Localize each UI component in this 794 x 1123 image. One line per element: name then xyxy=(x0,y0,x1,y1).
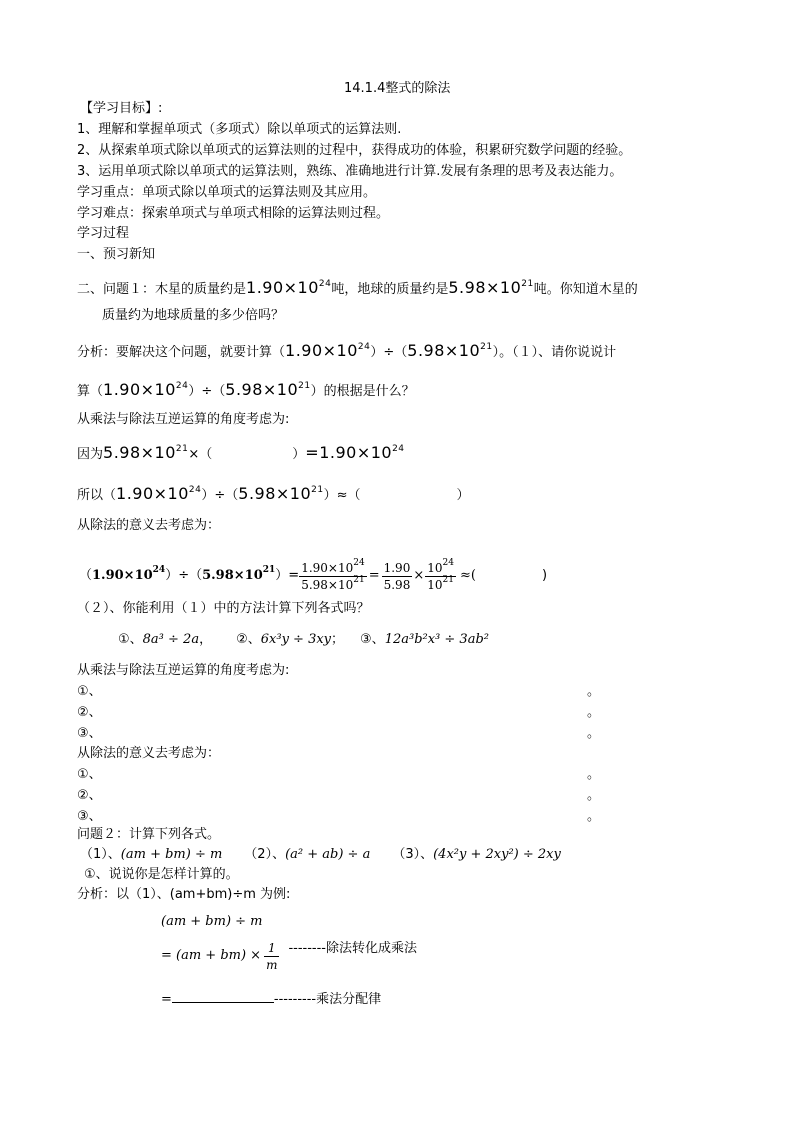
problem-2-analysis: 分析：以（1）、(am+bm)÷m 为例: xyxy=(77,887,291,902)
earth-mass: $5.98\times 10^{21}$ xyxy=(448,278,534,297)
answer-line: ②、 xyxy=(77,705,102,720)
earth-mass: $5.98\times 10^{21}$ xyxy=(225,380,311,399)
q1-text: 吨。你知道木星的 xyxy=(533,282,638,297)
step-2: = (am + bm) × $\frac{1}{m}$ --------除法转化成乘法 xyxy=(161,940,417,972)
answer-period: 。 xyxy=(587,767,601,782)
answer-line: ①、 xyxy=(77,684,102,699)
key-point: 学习重点：单项式除以单项式的运算法则及其应用。 xyxy=(77,185,377,200)
so-line: 所以$(1.90\times 10^{24})\div(5.98\times 10^{21})\approx$（ ） xyxy=(77,484,470,503)
fraction: $\frac{1.90\times 10^{24}}{5.98\times 10^{21}}$ xyxy=(301,558,365,592)
process-heading: 学习过程 xyxy=(77,226,130,241)
answer-period: 。 xyxy=(587,705,601,720)
q1-text: 吨，地球的质量约是 xyxy=(331,282,449,297)
difficulty: 学习难点：探索单项式与单项式相除的运算法则过程。 xyxy=(77,206,390,221)
jupiter-mass: $1.90\times 10^{24}$ xyxy=(246,278,332,297)
answer-period: 。 xyxy=(587,788,601,803)
objective-item: 3、运用单项式除以单项式的运算法则，熟练、准确地进行计算.发展有条理的思考及表达能力。 xyxy=(77,164,623,179)
fraction-equation: （ $1.90\times 10^{24}$ ）÷（ $5.98\times 10^{21}$ ）= $\frac{1.90\times 10^{24}}{5.98\times 10^{21}}$ = $\frac{1.90}{5.98}$ × $\frac{10^{24}}{10^{21}}$ ≈( ) xyxy=(79,558,548,592)
objective-item: 1、理解和掌握单项式（多项式）除以单项式的运算法则. xyxy=(77,122,402,137)
objective-item: 2、从探索单项式除以单项式的运算法则的过程中，获得成功的体验，积累研究数学问题的经验。 xyxy=(77,143,632,158)
fraction: $\frac{10^{24}}{10^{21}}$ xyxy=(427,558,454,592)
answer-line: ③、 xyxy=(77,726,102,741)
answer-period: 。 xyxy=(587,726,601,741)
fraction: $\frac{1.90}{5.98}$ xyxy=(383,561,411,592)
expressions-line: ①、8a³ ÷ 2a， ②、6x³y ÷ 3xy； ③、12a³b²x³ ÷ 3ab² xyxy=(118,632,489,647)
earth-mass: $5.98\times 10^{21}$ xyxy=(103,443,189,462)
objectives-heading: 【学习目标】: xyxy=(80,101,163,116)
problem-2-expressions: （1）、(am + bm) ÷ m （2）、(a² + ab) ÷ a （3）、(4x²y + 2xy²) ÷ 2xy xyxy=(80,847,561,862)
because-line: 因为$5.98\times 10^{21}\times$（ ）$=1.90\times 10^{24}$ xyxy=(77,443,405,462)
question-1-line-2: 质量约为地球质量的多少倍吗？ xyxy=(102,308,285,323)
answer-line: ①、 xyxy=(77,767,102,782)
q1-text: 二、问题１：木星的质量约是 xyxy=(77,282,247,297)
answer-line: ②、 xyxy=(77,788,102,803)
earth-mass: $5.98\times 10^{21}$ xyxy=(407,341,493,360)
answer-blank xyxy=(172,990,274,1003)
answer-line: ③、 xyxy=(77,809,102,824)
step-3: = ---------乘法分配律 xyxy=(161,992,382,1007)
answer-period: 。 xyxy=(587,684,601,699)
page-title: 14.1.4整式的除法 xyxy=(344,81,451,96)
jupiter-mass: $1.90\times 10^{24}$ xyxy=(103,380,189,399)
jupiter-mass: $1.90\times 10^{24}$ xyxy=(285,341,371,360)
q2-heading: （２）、你能利用（１）中的方法计算下列各式吗？ xyxy=(77,601,370,616)
answer-period: 。 xyxy=(587,809,601,824)
preview-heading: 一、预习新知 xyxy=(77,247,156,262)
analysis-line-1: 分析：要解决这个问题，就要计算$(1.90\times 10^{24})\div(5.98\times 10^{21})$。（１）、请你说说计 xyxy=(77,341,617,360)
problem-2-ask: ①、说说你是怎样计算的。 xyxy=(84,867,239,882)
jupiter-mass: $1.90\times 10^{24}$ xyxy=(116,484,202,503)
jupiter-mass: $=1.90\times 10^{24}$ xyxy=(305,443,405,462)
analysis-line-2: 算$(1.90\times 10^{24})\div(5.98\times 10^{21})$的根据是什么？ xyxy=(77,380,415,399)
problem-2-heading: 问题２：计算下列各式。 xyxy=(77,827,221,842)
fraction: $\frac{1}{m}$ xyxy=(266,940,278,972)
inverse-heading-2: 从乘法与除法互逆运算的角度考虑为: xyxy=(77,663,290,678)
meaning-heading-2: 从除法的意义去考虑为： xyxy=(77,746,221,761)
inverse-heading: 从乘法与除法互逆运算的角度考虑为: xyxy=(77,412,290,427)
step-1: (am + bm) ÷ m xyxy=(161,914,263,929)
earth-mass: $5.98\times 10^{21}$ xyxy=(238,484,324,503)
meaning-heading: 从除法的意义去考虑为： xyxy=(77,518,221,533)
question-1-line-1 xyxy=(77,279,638,299)
